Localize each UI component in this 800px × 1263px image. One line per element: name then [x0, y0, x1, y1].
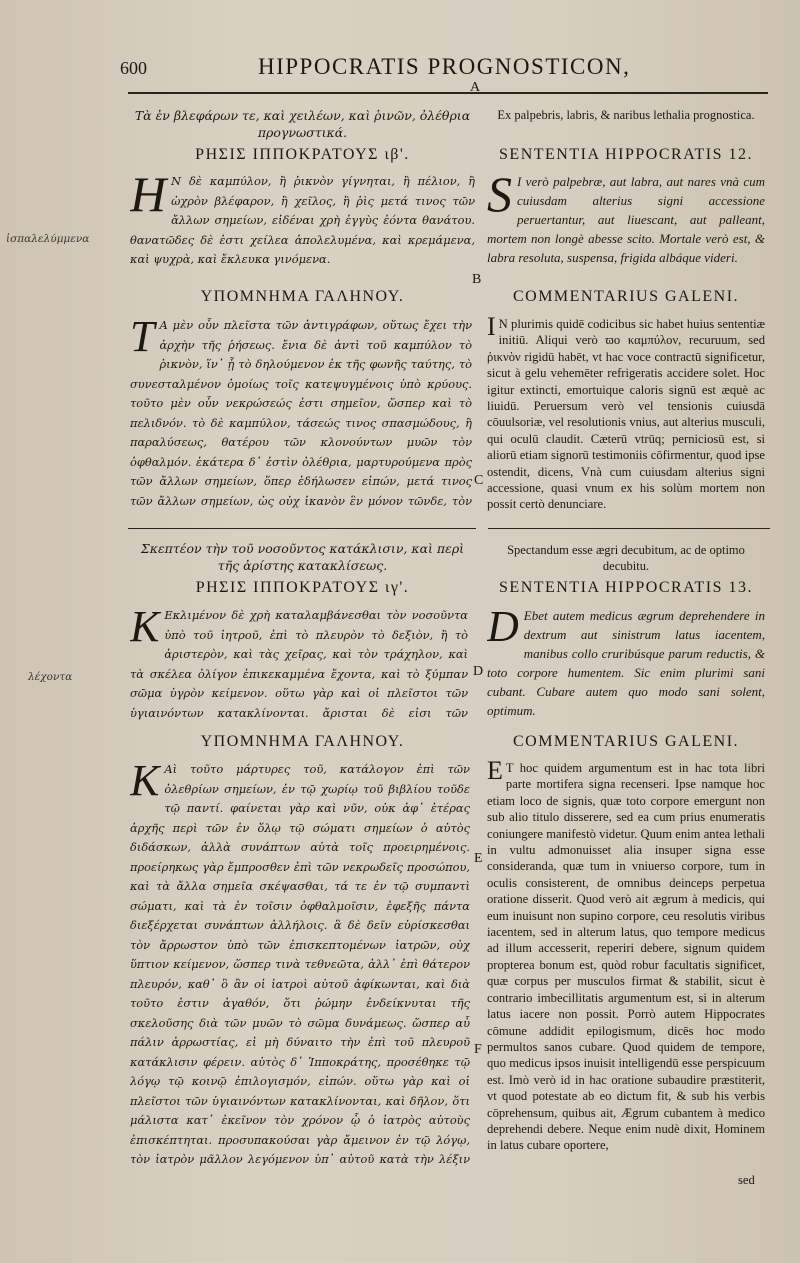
section2-latin-text	[487, 606, 765, 724]
section2-greek-initial: Κ	[130, 606, 160, 651]
commentary1-latin-text	[487, 316, 765, 512]
section1-latin-initial: S	[487, 172, 512, 222]
section1-latin-text	[487, 172, 765, 270]
header-rule	[128, 92, 768, 94]
running-title: HIPPOCRATIS PROGNOSTICON,	[258, 54, 631, 79]
page-header	[0, 50, 800, 90]
commentary2-greek-text	[130, 760, 470, 1172]
margin-letter-a: A	[470, 80, 481, 95]
commentary1-greek-heading: ΥΠΟΜΝΗΜΑ ΓΑΛΗΝΟΥ.	[200, 288, 405, 305]
page-number: 600	[120, 58, 147, 78]
section1-latin-summary: Ex palpebris, labris, & naribus lethalia prognostica.	[497, 108, 755, 122]
marginal-note-2: λέχοντα	[28, 671, 73, 683]
section1-latin-heading: SENTENTIA HIPPOCRATIS 12.	[499, 146, 753, 163]
commentary1-greek-initial: Τ	[130, 316, 155, 361]
section2-greek-body: Εκλιμένον δὲ χρὴ καταλαμβάνεσθαι τὸν νοσοῦντα ὑπὸ τοῦ ἰητροῦ, ἐπὶ τὸ πλευρὸν τὸ δεξιὸν, ἢ τὸ ἀριστερὸν, καὶ τὰς χεῖρας, καὶ τὸν τράχηλον, καὶ τὰ σκέλεα ὀλίγον ἐπικεκαμμένα ἔχοντα, καὶ τὸ ξύμπαν σῶμα ὑγρὸν κείμενον. οὕτω γὰρ καὶ οἱ πλεῖστοι τῶν ὑγιαινόντων κατακλίνονται. ἄρισται δὲ εἰσι τῶν	[130, 608, 468, 720]
commentary2-latin-heading: COMMENTARIUS GALENI.	[512, 733, 740, 750]
section2-latin-initial: D	[487, 606, 519, 651]
section2-latin-body: Ebet autem medicus ægrum deprehendere in dextrum aut sinistrum latus iacentem, manibus collo cruribúsque parum reductis, & toto corpore humentem. Sic enim plurimi sani cubant. Cubare autem quo modo sani solent, optimum.	[487, 608, 765, 718]
commentary1-latin-heading: COMMENTARIUS GALENI.	[512, 288, 740, 305]
commentary1-greek-text	[130, 316, 472, 512]
commentary2-latin-body: T hoc quidem argumentum est in hac tota libri parte mortifera signa recenseri. Ipse namque hoc etiam loco de signis, quæ toto corpore emergunt non sub alio titulo disserere, sed ea cum prius enumeratis coniungere manifestò videtur. Quum enim antea lethali in vultu admonuisset alia insuper signa esse consideranda, quæ tum in vniuerso corpore, tum in oculis consisterent, de omnibus deinceps perpetua oratione disserit. Quod verò ait ægrum à medicis, qui eum inuisunt non supino corpore, ceu resolutis viribus iacentem, sed in alterum latus, quo tempore medicus ad illum accesserit, reperiri debere, signum quidem propterea bonum est, quòd robur facultatis significet, quæ corpus per musculos firmat & stabilit, sicut è contrario imbecillitatis argumentum est, si in alterum latus iacere non possit. Porrò autem Hippocrates cōmune addidit epilogismum, dicēs hoc modo permultos sanos cubare. Quod quidem de tempore, quo medicus ipsos inuisit intelligendū esse perspicuum est. Imò verò id in hac oratione subaudire præstiterit, vt quod potestate ab eo dictum fit, & sub his verbis cōprehensum, quibus ait, Ægrum cubantem à medico deprehendi debere. Neque enim nudè dixit, Hominem in latus cubare oportere,	[487, 761, 765, 1153]
section-divider-left	[128, 528, 476, 529]
commentary2-greek-heading: ΥΠΟΜΝΗΜΑ ΓΑΛΗΝΟΥ.	[200, 733, 405, 750]
commentary1-latin-body: N plurimis quidē codicibus sic habet huius sententiæ initiū. Aliqui verò ϖο καμπύλον, recuruum, sed ῥικνὸν rigidū habēt, vt hac voce contractū significetur, sicut à gelu vehemēter refrigeratis accidere solet. Hoc igitur extincti, emortuique caloris signū est æquè ac liuidū. Peruersum verò vel tensionis cuiusdā cōuulsoriæ, vel resolutionis vnius, aut alterius musculi, qui oculū claudit. Cæterū vtrūq; perniciosū est, si aliorū etiam signorū testimoniis cōfirmentur, quod ipse ostendit, dicens, Vnà cum cuiusdam alterius signi accessione, quasi vnum ex his solùm mortem non possit certò denunciare.	[487, 317, 765, 512]
margin-letter-f: F	[474, 1042, 482, 1057]
commentary2-latin-text	[487, 760, 765, 1172]
section1-greek-body: Ν δὲ καμπύλον, ἢ ῥικνὸν γίγνηται, ἢ πέλιον, ἢ ὠχρὸν βλέφαρον, ἢ χεῖλος, ἢ ῥὶς μετά τινος τῶν ἄλλων σημείων, εἰδέναι χρὴ ἐγγὺς ἐόντα θανάτου. θανατῶδες δὲ ἐστι χείλεα ἀπολελυμένα, καὶ κρεμάμενα, καὶ ψυχρὰ, καὶ ἔκλευκα γινόμενα.	[130, 174, 475, 266]
section2-latin-heading: SENTENTIA HIPPOCRATIS 13.	[499, 579, 753, 596]
section1-greek-summary: Τὰ ἐν βλεφάρων τε, καὶ χειλέων, καὶ ῥινῶν, ὀλέθρια προγνωστικά.	[134, 108, 471, 140]
commentary2-greek-initial: Κ	[130, 760, 160, 805]
commentary1-latin-initial: I	[487, 316, 496, 341]
commentary2-greek-body: Αὶ τοῦτο μάρτυρες τοῦ, κατάλογον ἐπὶ τῶν ὀλεθρίων σημείων, ἐν τῷ χωρίῳ τοῦ βιβλίου τοῦδε τῷ παντί. φαίνεται γὰρ καὶ νῦν, οὐκ ἀφ᾽ ἑτέρας ἀρχῆς περὶ τῶν ἐν ὅλῳ τῷ σώματι σημείων ὁ αὐτὸς διδάσκων, ἀλλὰ συνάπτων αὐτὰ τοῖς προειρημένοις. προείρηκως γὰρ ἔμπροσθεν ἐπὶ τῶν νεκρωδεῖς προσώπου, καὶ τὰ ἄλλα σημεῖα σκέψασθαι, τά τε ἐν τῷ συμπαντὶ σώματι, καὶ τὰ ἐν τοῖσιν ὀφθαλμοῖσιν, ἐφεξῆς πάντα διεξέρχεται συνάπτων ἀλλήλοις. ἃ δὲ δεῖν εὑρίσκεσθαι τὸν ἄρρωστον ὑπὸ τῶν ἐπισκεπτομένων ἰατρῶν, οὐχ ὕπτιον κείμενον, ὥσπερ τινὰ τεθνεῶτα, ἀλλ᾽ ἐπὶ θάτερον πλευρόν, καθ᾽ ὃ ἂν οἱ ἰατροὶ αὐτοῦ ἀφίκωνται, καὶ διὰ τοῦτο ἐστιν ἀγαθόν, ὅτι ῥώμην ἐνδείκνυται τῆς σκελοῦσης διὰ τῶν μυῶν τὸ σῶμα δυνάμεως. ὥσπερ αὖ πάλιν ἀρρωστίας, εἰ μὴ δύναιτο τὴν ἐπὶ τοῦ πλευροῦ κατάκλισιν φέρειν. αὐτὸς δ᾽ Ἱπποκράτης, προσέθηκε τῷ λόγῳ τῷ κοινῷ ἐπιλογισμόν, εἰπών. οὕτω γὰρ καὶ οἱ πλεῖστοι τῶν ὑγιαινόντων κατακλίνονται, καὶ δῆλον, ὅτι μάλιστα κατ᾽ ἐκεῖνον τὸν χρόνον ᾧ ὁ ἰατρὸς αὐτοὺς ἐπισκέπτηται. προσυπακούσαι γὰρ ἄμεινον ἐν τῷ λόγῳ, τὸν ἰατρὸν μᾶλλον λεγόμενον ὑπ᾽ αὐτοῦ κατὰ τὴν λέξιν	[130, 762, 470, 1166]
section2-greek-summary: Σκεπτέον τὴν τοῦ νοσοῦντος κατάκλισιν, καὶ περὶ τῆς ἀρίστης κατακλίσεως.	[140, 541, 465, 573]
margin-letter-b: B	[472, 272, 482, 287]
section1-latin-body: I verò palpebræ, aut labra, aut nares vnà cum cuiusdam alterius signi accessione peruertantur, aut liuescant, aut palleant, mortem non longè abesse scito. Mortale verò est, & labra resoluta, suspensa, frigida albáque videri.	[487, 174, 765, 265]
margin-letter-d: D	[473, 664, 484, 679]
section1-greek-initial: Η	[130, 172, 167, 222]
margin-letter-e: E	[474, 851, 483, 866]
commentary2-latin-initial: E	[487, 760, 503, 785]
section1-greek-heading: ΡΗΣΙΣ ΙΠΠΟΚΡΑΤΟΥΣ ιβ'.	[195, 146, 410, 163]
commentary1-greek-body: Α μὲν οὖν πλεῖστα τῶν ἀντιγράφων, οὕτως ἔχει τὴν ἀρχὴν τῆς ῥήσεως. ἔνια δὲ ἀντὶ τοῦ καμπύλον τὸ ῥικνὸν, ἵν᾽ ᾖ τὸ δηλούμενον ἐκ τῆς φωνῆς ταύτης, τὸ συνεσταλμένον ὁμοίως τοῖς κατεψυγμένοις ὑπὸ κρύους. τοῦτο μὲν οὖν νεκρώσεώς ἐστι σημεῖον, ὥσπερ καὶ τὸ πελιδνόν. τὸ δὲ καμπύλον, τάσεώς τινος σπασμώδους, ἢ παραλύσεως, θατέρου τῶν κλονούντων μυῶν τὸν ὀφθαλμόν. ἑκάτερα δ᾽ ἐστὶν ὀλέθρια, μαρτυρούμενα πρὸς τῶν ἄλλων σημείων, ὅπερ ἐδήλωσεν εἰπών, μετά τινος τῶν ἄλλων σημείων, ὡς οὐχ ἱκανὸν ἓν μόνον τῶνδε, τὸν	[130, 318, 472, 508]
catchword: sed	[738, 1173, 755, 1187]
section2-greek-heading: ΡΗΣΙΣ ΙΠΠΟΚΡΑΤΟΥΣ ιγ'.	[195, 579, 410, 596]
section1-greek-text	[130, 172, 475, 267]
marginal-note-1: ἰσπαλελύμμενα	[6, 233, 90, 245]
section2-greek-text	[130, 606, 468, 726]
margin-letter-c: C	[474, 473, 484, 488]
section2-latin-summary: Spectandum esse ægri decubitum, ac de optimo decubitu.	[507, 543, 745, 573]
section-divider-right	[488, 528, 770, 529]
